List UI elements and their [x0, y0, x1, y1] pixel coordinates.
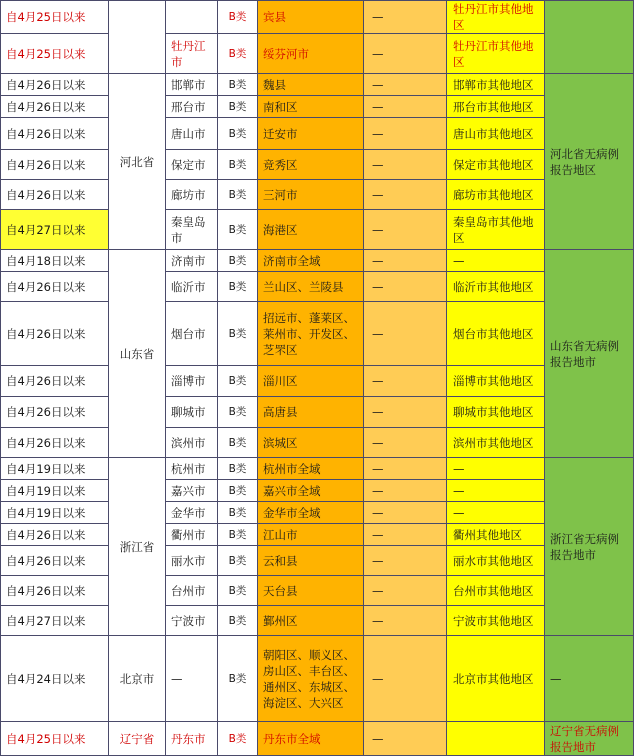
table-row — [1, 1, 634, 34]
dash-cell: — — [364, 210, 447, 250]
no-case-cell — [545, 1, 634, 74]
table-row — [1, 458, 634, 480]
table-row — [1, 636, 634, 722]
class-cell: B类 — [218, 210, 258, 250]
low-risk-cell: 淄博市其他地区 — [447, 366, 545, 397]
dash-cell: — — [364, 546, 447, 576]
area-cell: 天台县 — [258, 576, 364, 606]
area-cell: 高唐县 — [258, 397, 364, 428]
low-risk-cell: 丽水市其他地区 — [447, 546, 545, 576]
city-cell: 台州市 — [166, 576, 218, 606]
low-risk-cell: — — [447, 480, 545, 502]
date-cell: 自4月26日以来 — [1, 576, 109, 606]
low-risk-cell: 北京市其他地区 — [447, 636, 545, 722]
city-cell: 济南市 — [166, 250, 218, 272]
city-cell: 嘉兴市 — [166, 480, 218, 502]
province-cell: 浙江省 — [109, 458, 166, 636]
table-row — [1, 366, 634, 397]
no-case-cell: — — [545, 636, 634, 722]
area-cell: 济南市全域 — [258, 250, 364, 272]
dash-cell: — — [364, 458, 447, 480]
table-row — [1, 272, 634, 302]
area-cell: 鄞州区 — [258, 606, 364, 636]
low-risk-cell: 保定市其他地区 — [447, 150, 545, 180]
area-cell: 淄川区 — [258, 366, 364, 397]
table-row — [1, 34, 634, 74]
date-cell: 自4月19日以来 — [1, 502, 109, 524]
area-cell: 兰山区、兰陵县 — [258, 272, 364, 302]
date-cell: 自4月26日以来 — [1, 118, 109, 150]
class-cell: B类 — [218, 397, 258, 428]
class-cell: B类 — [218, 546, 258, 576]
date-cell: 自4月25日以来 — [1, 722, 109, 756]
area-cell: 绥芬河市 — [258, 34, 364, 74]
low-risk-cell: — — [447, 458, 545, 480]
class-cell: B类 — [218, 250, 258, 272]
area-cell: 滨城区 — [258, 428, 364, 458]
table-row — [1, 74, 634, 96]
city-cell: 邯郸市 — [166, 74, 218, 96]
area-cell: 海港区 — [258, 210, 364, 250]
low-risk-cell: 牡丹江市其他地区 — [447, 1, 545, 34]
no-case-cell: 浙江省无病例报告地市 — [545, 458, 634, 636]
area-cell: 魏县 — [258, 74, 364, 96]
table-row — [1, 576, 634, 606]
class-cell: B类 — [218, 150, 258, 180]
date-cell: 自4月19日以来 — [1, 480, 109, 502]
dash-cell: — — [364, 150, 447, 180]
city-cell: 衢州市 — [166, 524, 218, 546]
city-cell: 秦皇岛市 — [166, 210, 218, 250]
class-cell: B类 — [218, 576, 258, 606]
area-cell: 杭州市全域 — [258, 458, 364, 480]
province-cell: 辽宁省 — [109, 722, 166, 756]
low-risk-cell: 宁波市其他地区 — [447, 606, 545, 636]
province-cell: 北京市 — [109, 636, 166, 722]
dash-cell: — — [364, 1, 447, 34]
class-cell: B类 — [218, 96, 258, 118]
class-cell: B类 — [218, 302, 258, 366]
table-row — [1, 180, 634, 210]
area-cell: 三河市 — [258, 180, 364, 210]
low-risk-cell: 邯郸市其他地区 — [447, 74, 545, 96]
city-cell: 杭州市 — [166, 458, 218, 480]
table-row — [1, 302, 634, 366]
table-row — [1, 480, 634, 502]
dash-cell: — — [364, 428, 447, 458]
table-row — [1, 397, 634, 428]
low-risk-cell — [447, 722, 545, 756]
city-cell — [166, 1, 218, 34]
province-cell: 山东省 — [109, 250, 166, 458]
low-risk-cell: 滨州市其他地区 — [447, 428, 545, 458]
date-cell: 自4月26日以来 — [1, 180, 109, 210]
area-cell: 嘉兴市全域 — [258, 480, 364, 502]
dash-cell: — — [364, 480, 447, 502]
area-cell: 招远市、蓬莱区、莱州市、开发区、芝罘区 — [258, 302, 364, 366]
low-risk-cell: 唐山市其他地区 — [447, 118, 545, 150]
dash-cell: — — [364, 272, 447, 302]
dash-cell: — — [364, 118, 447, 150]
dash-cell: — — [364, 722, 447, 756]
date-cell: 自4月27日以来 — [1, 606, 109, 636]
date-cell: 自4月25日以来 — [1, 1, 109, 34]
province-cell: 河北省 — [109, 74, 166, 250]
class-cell: B类 — [218, 458, 258, 480]
no-case-cell: 辽宁省无病例报告地市 — [545, 722, 634, 756]
city-cell: 廊坊市 — [166, 180, 218, 210]
table-row — [1, 210, 634, 250]
class-cell: B类 — [218, 118, 258, 150]
dash-cell: — — [364, 96, 447, 118]
city-cell: 宁波市 — [166, 606, 218, 636]
area-cell: 朝阳区、顺义区、房山区、丰台区、通州区、东城区、海淀区、大兴区 — [258, 636, 364, 722]
dash-cell: — — [364, 576, 447, 606]
date-cell: 自4月26日以来 — [1, 428, 109, 458]
low-risk-cell: 牡丹江市其他地区 — [447, 34, 545, 74]
city-cell: 丽水市 — [166, 546, 218, 576]
date-cell: 自4月26日以来 — [1, 302, 109, 366]
date-cell: 自4月26日以来 — [1, 96, 109, 118]
date-cell: 自4月19日以来 — [1, 458, 109, 480]
table-row — [1, 428, 634, 458]
class-cell: B类 — [218, 480, 258, 502]
date-cell: 自4月24日以来 — [1, 636, 109, 722]
class-cell: B类 — [218, 366, 258, 397]
low-risk-cell: — — [447, 502, 545, 524]
no-case-cell: 河北省无病例报告地区 — [545, 74, 634, 250]
city-cell: 唐山市 — [166, 118, 218, 150]
area-cell: 江山市 — [258, 524, 364, 546]
low-risk-cell: 烟台市其他地区 — [447, 302, 545, 366]
city-cell: 保定市 — [166, 150, 218, 180]
date-cell: 自4月26日以来 — [1, 524, 109, 546]
area-cell: 金华市全域 — [258, 502, 364, 524]
class-cell: B类 — [218, 34, 258, 74]
low-risk-cell: 临沂市其他地区 — [447, 272, 545, 302]
class-cell: B类 — [218, 502, 258, 524]
dash-cell: — — [364, 397, 447, 428]
date-cell: 自4月26日以来 — [1, 74, 109, 96]
city-cell: 丹东市 — [166, 722, 218, 756]
dash-cell: — — [364, 502, 447, 524]
table-row — [1, 118, 634, 150]
city-cell: 滨州市 — [166, 428, 218, 458]
city-cell: 淄博市 — [166, 366, 218, 397]
city-cell: 金华市 — [166, 502, 218, 524]
city-cell: 邢台市 — [166, 96, 218, 118]
table-row — [1, 96, 634, 118]
class-cell: B类 — [218, 636, 258, 722]
class-cell: B类 — [218, 524, 258, 546]
low-risk-cell: 秦皇岛市其他地区 — [447, 210, 545, 250]
low-risk-cell: 邢台市其他地区 — [447, 96, 545, 118]
table-row — [1, 606, 634, 636]
table-row — [1, 150, 634, 180]
province-cell — [109, 1, 166, 74]
area-cell: 丹东市全域 — [258, 722, 364, 756]
table-row — [1, 524, 634, 546]
date-cell: 自4月26日以来 — [1, 150, 109, 180]
date-cell: 自4月26日以来 — [1, 366, 109, 397]
city-cell: 聊城市 — [166, 397, 218, 428]
class-cell: B类 — [218, 428, 258, 458]
low-risk-cell: 聊城市其他地区 — [447, 397, 545, 428]
city-cell: — — [166, 636, 218, 722]
date-cell: 自4月27日以来 — [1, 210, 109, 250]
low-risk-cell: — — [447, 250, 545, 272]
low-risk-cell: 台州市其他地区 — [447, 576, 545, 606]
table-row — [1, 546, 634, 576]
dash-cell: — — [364, 302, 447, 366]
date-cell: 自4月26日以来 — [1, 397, 109, 428]
dash-cell: — — [364, 34, 447, 74]
city-cell: 烟台市 — [166, 302, 218, 366]
area-cell: 迁安市 — [258, 118, 364, 150]
area-cell: 云和县 — [258, 546, 364, 576]
area-cell: 南和区 — [258, 96, 364, 118]
city-cell: 牡丹江市 — [166, 34, 218, 74]
dash-cell: — — [364, 366, 447, 397]
class-cell: B类 — [218, 272, 258, 302]
city-cell: 临沂市 — [166, 272, 218, 302]
no-case-cell: 山东省无病例报告地市 — [545, 250, 634, 458]
low-risk-cell: 廊坊市其他地区 — [447, 180, 545, 210]
dash-cell: — — [364, 74, 447, 96]
dash-cell: — — [364, 606, 447, 636]
area-cell: 竞秀区 — [258, 150, 364, 180]
class-cell: B类 — [218, 180, 258, 210]
date-cell: 自4月26日以来 — [1, 272, 109, 302]
table-row — [1, 250, 634, 272]
class-cell: B类 — [218, 1, 258, 34]
dash-cell: — — [364, 524, 447, 546]
date-cell: 自4月26日以来 — [1, 546, 109, 576]
date-cell: 自4月25日以来 — [1, 34, 109, 74]
class-cell: B类 — [218, 722, 258, 756]
class-cell: B类 — [218, 606, 258, 636]
table-row — [1, 722, 634, 756]
low-risk-cell: 衢州其他地区 — [447, 524, 545, 546]
dash-cell: — — [364, 180, 447, 210]
dash-cell: — — [364, 636, 447, 722]
dash-cell: — — [364, 250, 447, 272]
date-cell: 自4月18日以来 — [1, 250, 109, 272]
area-cell: 宾县 — [258, 1, 364, 34]
class-cell: B类 — [218, 74, 258, 96]
table-row — [1, 502, 634, 524]
